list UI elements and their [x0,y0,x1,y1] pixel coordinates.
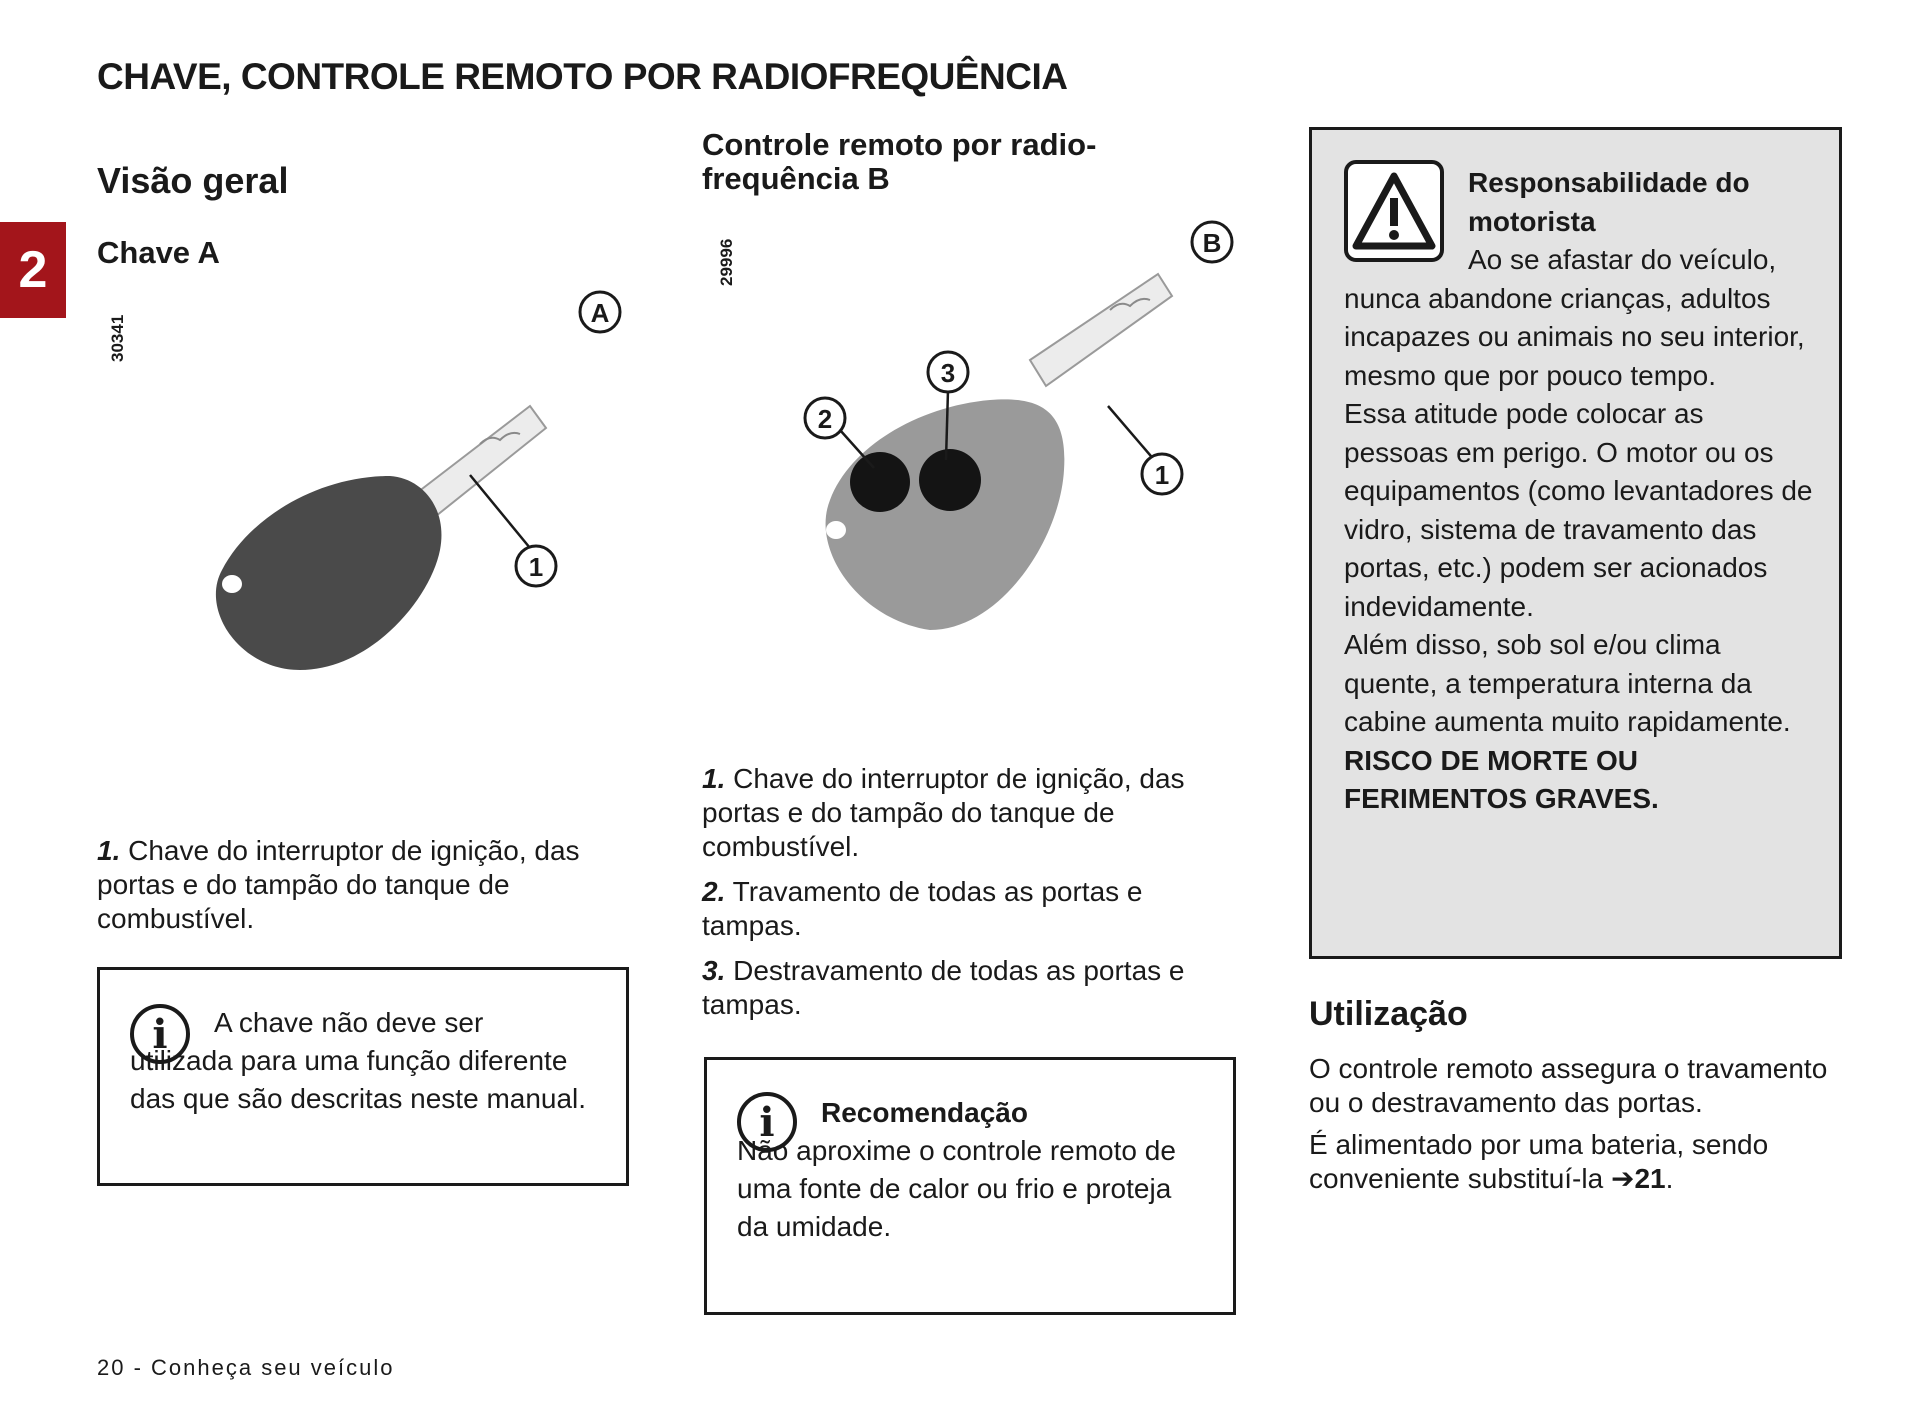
warning-content [1344,164,1814,819]
info-icon: i [737,1092,797,1152]
key-head [216,476,442,670]
item-number: 2. [702,876,726,907]
usage-period: . [1665,1163,1674,1194]
item-text: Chave do interruptor de ignição, das portas e do tampão do tanque de combustível. [702,763,1185,862]
warning-paragraph: Além disso, sob sol e/ou clima quente, a temperatura interna da cabine aumenta muito rapidamente. [1344,629,1791,737]
item-number: 3. [702,955,726,986]
section-heading-usage: Utilização [1309,995,1468,1033]
figure-label-b: B [1202,228,1222,258]
warning-paragraph: Ao se afastar do veículo, nunca abandone crianças, adultos incapazes ou animais no seu interior, mesmo que por pouco tempo. [1344,244,1805,391]
callout-label-1: 1 [528,552,544,582]
section-heading-overview: Visão geral [97,160,289,201]
section-heading-remote-line1: Controle remoto por radio- [702,127,1097,162]
key-a-illustration [190,280,630,700]
usage-text [1309,1052,1849,1196]
recommendation-box [704,1057,1236,1315]
recommendation-title: Recomendação [821,1097,1028,1128]
remote-b-illustration [780,210,1240,650]
unlock-button [919,449,981,511]
key-blade [418,406,546,516]
remote-blade [1030,274,1172,386]
figure-label-a: A [590,298,610,328]
remote-parts-list [702,762,1227,1022]
info-note-box [97,967,629,1186]
caption-text: Chave do interruptor de ignição, das portas e do tampão do tanque de combustível. [97,835,580,934]
item-number: 1. [702,763,726,794]
page-footer: 20 - Conheça seu veículo [97,1355,395,1380]
usage-paragraph [1309,1128,1849,1196]
list-item [702,954,1227,1022]
chapter-tab: 2 [0,222,66,318]
page-reference-link[interactable]: 21 [1634,1163,1666,1194]
section-heading-remote-line2: frequência B [702,161,890,196]
item-text: Destravamento de todas as portas e tampas. [702,955,1185,1020]
arrow-icon: ➔ [1610,1163,1635,1194]
callout-line [1108,406,1156,462]
warning-title: Responsabilidade do motorista [1468,167,1750,237]
figure-number: 30341 [108,314,127,362]
remote-body [826,399,1065,630]
callout-label-3: 3 [940,358,956,388]
warning-paragraph: Essa atitude pode colocar as pessoas em perigo. O motor ou os equipamentos (como levantadores de vidro, sistema de travamento das portas, etc.) podem ser acionados indevidamente. [1344,398,1813,622]
callout-label-2: 2 [817,404,833,434]
subheading-key-a: Chave A [97,235,220,270]
recommendation-content [737,1094,1202,1246]
item-text: Travamento de todas as portas e tampas. [702,876,1143,941]
section-heading-remote [702,128,1096,196]
callout-line [470,475,530,548]
info-icon: i [130,1004,190,1064]
recommendation-text: Não aproxime o controle remoto de uma fonte de calor ou frio e proteja da umidade. [737,1135,1176,1242]
list-item [702,875,1227,943]
caption-number: 1. [97,835,121,866]
callout-label-1: 1 [1154,460,1170,490]
warning-box [1309,127,1842,959]
list-item [702,762,1227,864]
page-title: CHAVE, CONTROLE REMOTO POR RADIOFREQUÊNCIA [97,56,1068,97]
warning-risk: RISCO DE MORTE OU FERIMENTOS GRAVES. [1344,744,1659,814]
figure-number: 29996 [717,238,736,286]
usage-paragraph: O controle remoto assegura o travamento ou o destravamento das portas. [1309,1053,1828,1118]
lock-button [850,452,910,512]
usage-paragraph-text: É alimentado por uma bateria, sendo conveniente substituí-la [1309,1129,1769,1194]
caption-key-a [97,834,617,936]
info-note-text: A chave não deve ser utilizada para uma função diferente das que são descritas neste manual. [130,1007,587,1114]
